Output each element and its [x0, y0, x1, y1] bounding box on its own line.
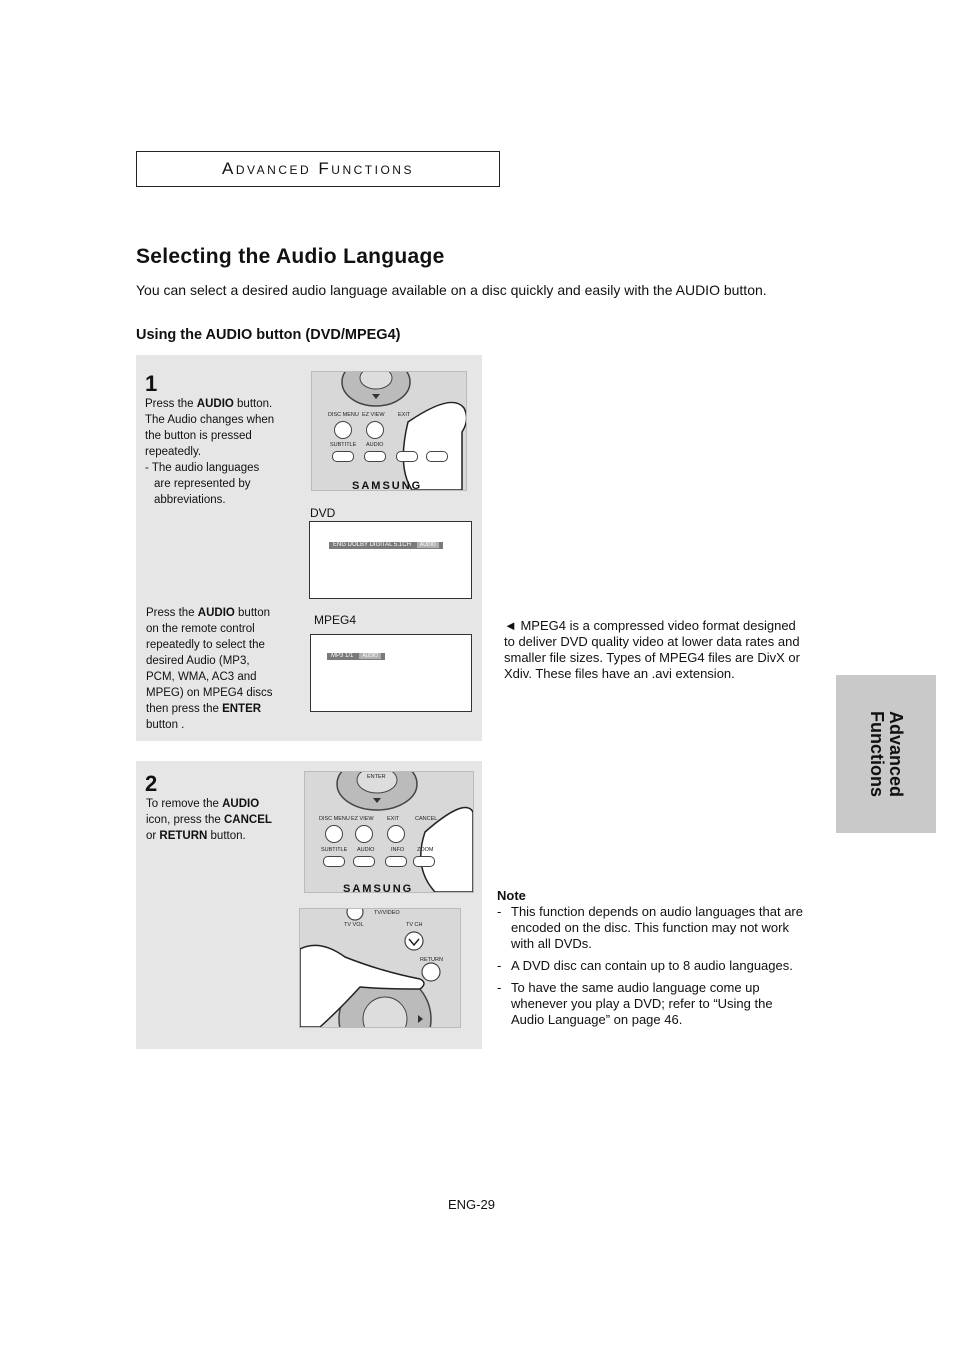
text: button on the remote control repeatedly to select the desired Audio (MP3, PCM, WMA, AC3 and MPEG) on MPEG4 discs then press the	[146, 607, 273, 715]
text: or	[146, 830, 160, 842]
text-bold: AUDIO	[222, 798, 260, 810]
text-bold: RETURN	[159, 830, 208, 842]
remote-label: EZ VIEW	[351, 816, 374, 822]
remote-label: SUBTITLE	[321, 847, 348, 853]
dvd-audio-osd	[329, 542, 443, 549]
text: button.	[207, 830, 246, 842]
ez-view-button[interactable]	[355, 825, 373, 843]
remote-label: EXIT	[398, 412, 411, 418]
text: To remove the	[146, 798, 223, 810]
remote-label: CANCEL	[415, 816, 438, 822]
subtitle-button[interactable]	[332, 451, 354, 462]
osd-text: MP3 1/1	[331, 653, 354, 659]
note-list	[497, 904, 807, 1034]
dvd-screen	[309, 521, 472, 599]
audio-button[interactable]	[353, 856, 375, 867]
side-tab-text	[867, 711, 905, 797]
section-header-text: Advanced Functions	[222, 159, 414, 178]
text: Press the	[145, 398, 197, 410]
return-button	[422, 963, 440, 981]
remote-label: INFO	[391, 847, 405, 853]
page-number: ENG-29	[448, 1197, 495, 1212]
ez-view-button[interactable]	[366, 421, 384, 439]
step1-instruction	[145, 396, 279, 508]
text-bold: AUDIO	[197, 607, 235, 619]
dvd-label: DVD	[310, 506, 336, 520]
mpeg4-label: MPEG4	[314, 613, 357, 627]
step2-instruction	[146, 796, 281, 844]
step2-panel	[136, 761, 482, 1049]
remote-brand: SAMSUNG	[343, 883, 414, 893]
list-item: - A DVD disc can contain up to 8 audio languages.	[497, 958, 807, 974]
text: Press the	[146, 607, 198, 619]
remote-label: DISC MENU	[328, 412, 359, 418]
tv-ch-down-button	[405, 932, 423, 950]
hand-finger-icon	[403, 402, 466, 490]
text: icon, press the	[146, 814, 224, 826]
zoom-button[interactable]	[413, 856, 435, 867]
text-bold: CANCEL	[223, 814, 272, 826]
remote-illustration-1	[311, 371, 467, 491]
subtitle-button[interactable]	[323, 856, 345, 867]
info-button[interactable]	[385, 856, 407, 867]
step2-number: 2	[145, 771, 158, 796]
remote-illustration-2	[304, 771, 474, 893]
remote-label: SUBTITLE	[330, 442, 357, 448]
text: button .	[146, 719, 185, 731]
step1-bullet: - The audio languages are represented by abbreviations.	[145, 462, 260, 506]
remote-label: ENTER	[367, 774, 386, 780]
disc-menu-button[interactable]	[334, 421, 352, 439]
remote-return-illustration	[300, 909, 460, 1027]
page-title: Selecting the Audio Language	[136, 245, 445, 268]
remote-illustration-3	[299, 908, 461, 1028]
osd-tag: AUDIO	[417, 542, 439, 548]
audio-button[interactable]	[364, 451, 386, 462]
intro-text: You can select a desired audio language available on a disc quickly and easily with the AUDIO button.	[136, 282, 767, 298]
remote-label: DISC MENU	[319, 816, 350, 822]
remote-label: TV VOL	[344, 922, 364, 928]
list-item: - This function depends on audio languages that are encoded on the disc. This function may not work with all DVDs.	[497, 904, 807, 952]
remote-label: ZOOM	[417, 847, 434, 853]
step1-mpeg4-instruction	[146, 605, 280, 733]
info-button[interactable]	[396, 451, 418, 462]
remote-label: TV/VIDEO	[374, 910, 400, 916]
list-item: - To have the same audio language come up whenever you play a DVD; refer to “Using the Audio Language” on page 46.	[497, 980, 807, 1028]
osd-text: ENG DOLBY DIGITAL 5.1CH	[333, 542, 411, 548]
step1-panel	[136, 355, 482, 741]
remote-label: AUDIO	[366, 442, 384, 448]
dpad-center	[360, 372, 392, 389]
zoom-button[interactable]	[426, 451, 448, 462]
text-bold: AUDIO	[196, 398, 234, 410]
remote-label: RETURN	[420, 957, 443, 963]
side-tab-line2: Functions	[867, 711, 887, 797]
remote-label: AUDIO	[357, 847, 375, 853]
remote-label: EZ VIEW	[362, 412, 385, 418]
remote-label: TV CH	[406, 922, 423, 928]
side-tab-line1: Advanced	[886, 710, 906, 798]
mpeg4-screen	[310, 634, 472, 712]
subsection-heading: Using the AUDIO button (DVD/MPEG4)	[136, 327, 401, 343]
remote-brand: SAMSUNG	[352, 480, 423, 491]
step1-number: 1	[145, 371, 158, 396]
mpeg4-description: ◄ MPEG4 is a compressed video format designed to deliver DVD quality video at lower data rates and smaller file sizes. Types of MPEG4 files are DivX or Xdiv. These files have an .avi extension.	[504, 618, 800, 681]
tv-video-button	[347, 909, 363, 920]
text-bold: ENTER	[222, 703, 262, 715]
text: button. The Audio changes when the button is pressed repeatedly.	[145, 398, 275, 458]
disc-menu-button[interactable]	[325, 825, 343, 843]
osd-tag: AUDIO	[359, 653, 381, 659]
remote-label: EXIT	[387, 816, 400, 822]
note-title: Note	[497, 888, 526, 903]
exit-button[interactable]	[387, 825, 405, 843]
side-tab	[836, 675, 936, 833]
mpeg4-audio-osd	[327, 653, 385, 660]
section-header	[136, 151, 500, 187]
